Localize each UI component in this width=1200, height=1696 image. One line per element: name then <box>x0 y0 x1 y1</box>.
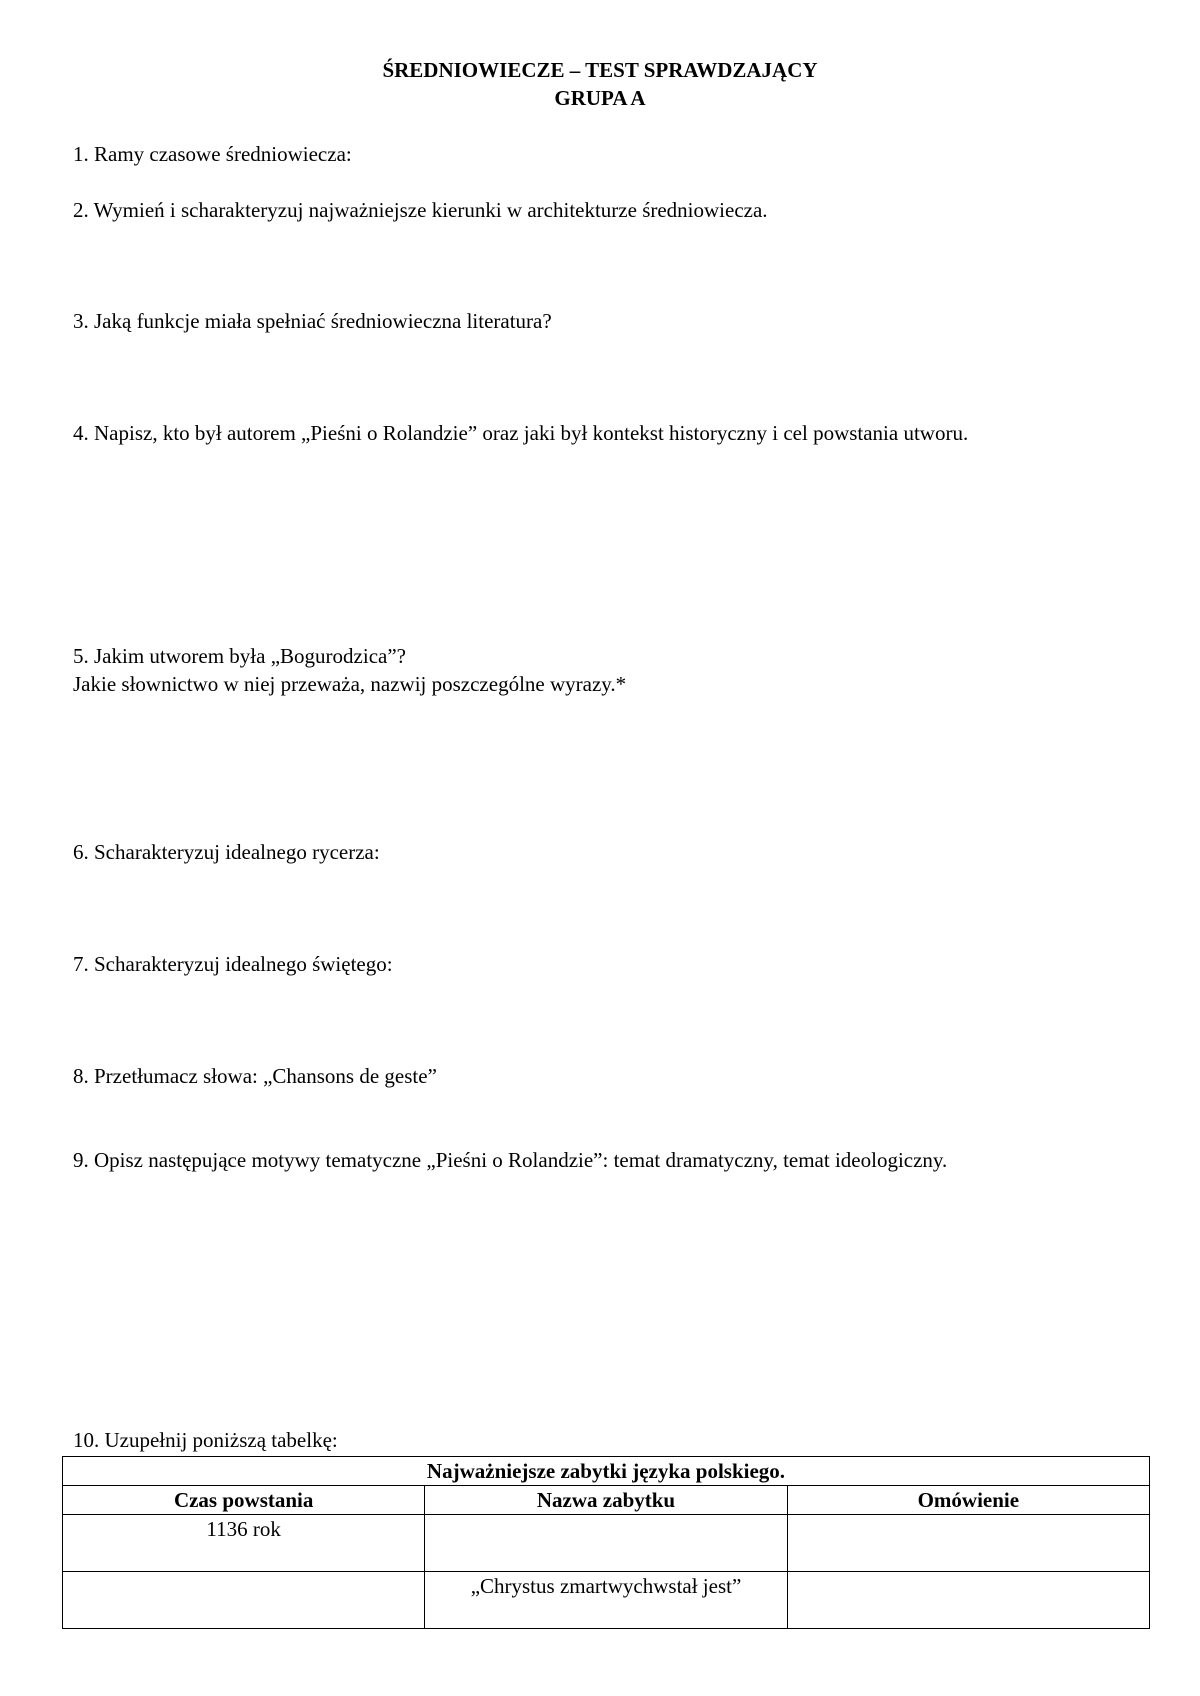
page-title: ŚREDNIOWIECZE – TEST SPRAWDZAJĄCY <box>382 58 818 82</box>
table-row <box>63 1572 1150 1629</box>
table-header-row <box>63 1486 1150 1515</box>
question-7: 7. Scharakteryzuj idealnego świętego: <box>73 952 393 976</box>
question-8: 8. Przetłumacz słowa: „Chansons de geste” <box>73 1064 437 1088</box>
column-header-time: Czas powstania <box>63 1486 425 1515</box>
table-cell[interactable] <box>787 1572 1149 1629</box>
group-label: GRUPA A <box>554 86 646 110</box>
table-cell[interactable] <box>787 1515 1149 1572</box>
table-cell[interactable] <box>425 1515 787 1572</box>
table-caption-row <box>63 1457 1150 1486</box>
table-cell[interactable]: „Chrystus zmartwychwstał jest” <box>425 1572 787 1629</box>
question-1: 1. Ramy czasowe średniowiecza: <box>73 142 352 166</box>
column-header-discussion: Omówienie <box>787 1486 1149 1515</box>
question-9: 9. Opisz następujące motywy tematyczne „Pieśni o Rolandzie”: temat dramatyczny, temat ideologiczny. <box>73 1148 948 1172</box>
monuments-table <box>62 1456 1150 1629</box>
question-3: 3. Jaką funkcje miała spełniać średniowieczna literatura? <box>73 309 552 333</box>
table-row <box>63 1515 1150 1572</box>
table-cell[interactable]: 1136 rok <box>63 1515 425 1572</box>
question-5-subquestion: Jakie słownictwo w niej przeważa, nazwij poszczególne wyrazy.* <box>73 672 627 696</box>
table-cell[interactable] <box>63 1572 425 1629</box>
question-5: 5. Jakim utworem była „Bogurodzica”? <box>73 644 406 668</box>
question-10: 10. Uzupełnij poniższą tabelkę: <box>73 1428 338 1452</box>
question-6: 6. Scharakteryzuj idealnego rycerza: <box>73 840 380 864</box>
table-caption: Najważniejsze zabytki języka polskiego. <box>63 1457 1150 1486</box>
question-4: 4. Napisz, kto był autorem „Pieśni o Rolandzie” oraz jaki był kontekst historyczny i cel powstania utworu. <box>73 421 969 445</box>
column-header-name: Nazwa zabytku <box>425 1486 787 1515</box>
question-2: 2. Wymień i scharakteryzuj najważniejsze kierunki w architekturze średniowiecza. <box>73 198 768 222</box>
